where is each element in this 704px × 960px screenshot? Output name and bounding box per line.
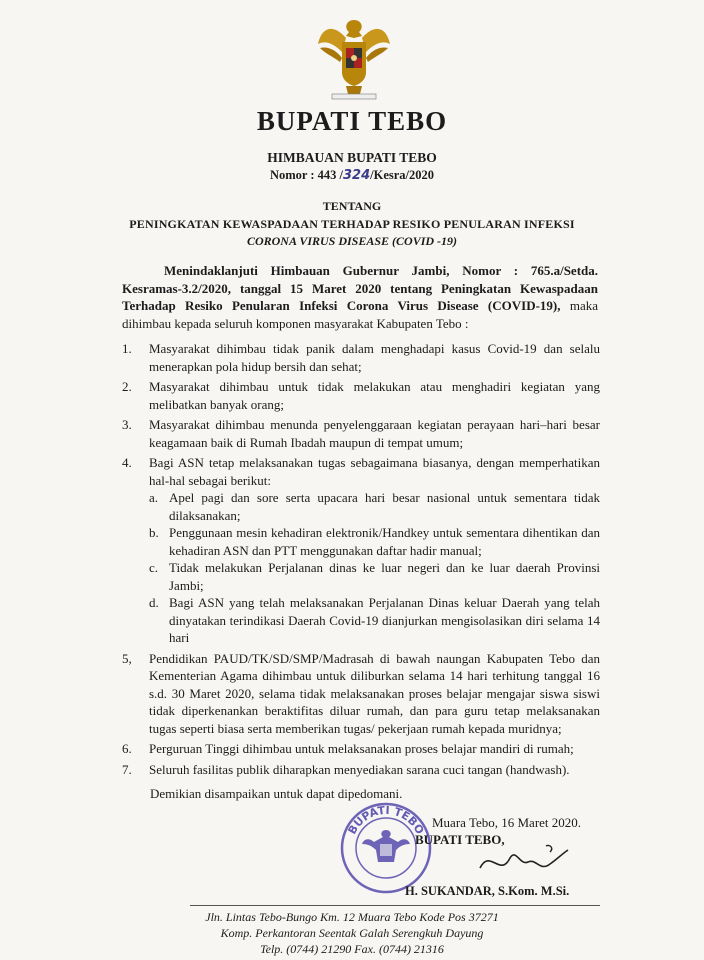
list-item-text: Masyarakat dihimbau menunda penyelenggaraan kegiatan perayaan hari–hari besar keagamaan baik di Rumah Ibadah maupun di tempat umum; xyxy=(149,417,600,450)
signer-office: BUPATI TEBO, xyxy=(415,832,505,847)
intro-bold: Menindaklanjuti Himbauan Gubernur Jambi, Nomor : 765.a/Setda. Kesramas-3.2/2020, tanggal 15 Maret 2020 tentang Peningkatan Kewaspadaan Terhadap Resiko Penularan Infeksi Corona Virus Disease (COVID-19), xyxy=(122,263,598,313)
list-item-number: 7. xyxy=(122,761,132,777)
stamp-text: BUPATI TEBO xyxy=(345,803,427,837)
list-item-text: Masyarakat dihimbau untuk tidak melakukan atau menghadiri kegiatan yang melibatkan banyak orang; xyxy=(149,379,600,412)
list-item-number: 5, xyxy=(122,650,132,666)
sub-item-text: Bagi ASN yang telah melaksanakan Perjalanan Dinas keluar Daerah yang telah dinyatakan terindikasi Daerah Covid-19 dianjurkan mengisolasikan diri selama 14 hari xyxy=(169,595,600,645)
footer-complex: Komp. Perkantoran Seentak Galah Serengkuh Dayung xyxy=(220,926,484,940)
list-item xyxy=(122,416,600,451)
sub-item-letter: a. xyxy=(149,490,159,505)
signer-name: H. SUKANDAR, S.Kom. M.Si. xyxy=(405,884,570,898)
intro-rest: maka dihimbau kepada seluruh komponen masyarakat Kabupaten Tebo : xyxy=(122,298,598,331)
list-item-text: Bagi ASN tetap melaksanakan tugas sebagaimana biasanya, dengan memperhatikan hal-hal sebagai berikut: xyxy=(149,455,600,488)
number-prefix: Nomor : 443 / xyxy=(269,168,343,182)
page-title: BUPATI TEBO xyxy=(256,106,448,136)
footer-divider xyxy=(190,905,600,906)
document-number xyxy=(0,168,704,183)
place-date: Muara Tebo, 16 Maret 2020. xyxy=(432,815,582,830)
list-item xyxy=(122,761,600,779)
official-stamp-icon xyxy=(338,800,434,896)
topic-line-2-text: CORONA VIRUS DISEASE (COVID -19) xyxy=(246,234,458,248)
list-item-text: Pendidikan PAUD/TK/SD/SMP/Madrasah di bawah naungan Kabupaten Tebo dan Kementerian Agama dihimbau untuk diliburkan selama 14 hari terhitung tanggal 16 s.d. 30 Maret 2020, selama tidak melaksanakan proses belajar mengajar siswa siswi tidak diperkenankan beraktifitas diluar rumah, dan para guru tetap melaksanakan tugas seperti biasa serta memberikan tugas/ pekerjaan rumah kepada muridnya; xyxy=(149,650,600,736)
intro-paragraph xyxy=(122,262,598,332)
list-item xyxy=(122,378,600,413)
footer-address: Jln. Lintas Tebo-Bungo Km. 12 Muara Tebo Kode Pos 37271 xyxy=(205,910,499,924)
document-subtitle: HIMBAUAN BUPATI TEBO xyxy=(267,150,437,165)
list-item xyxy=(122,454,600,647)
footer-contact: Telp. (0744) 21290 Fax. (0744) 21316 xyxy=(260,942,444,956)
topic-line-2 xyxy=(0,234,704,249)
topic-line-1: PENINGKATAN KEWASPADAAN TERHADAP RESIKO PENULARAN INFEKSI xyxy=(129,217,575,231)
about-label: TENTANG xyxy=(322,199,382,213)
list-item-number: 3. xyxy=(122,417,132,432)
list-item-number: 4. xyxy=(122,455,132,470)
sub-list-item xyxy=(149,489,600,524)
list-item-number: 2. xyxy=(122,379,132,394)
closing-text: Demikian disampaikan untuk dapat dipedomani. xyxy=(150,786,403,801)
number-suffix: /Kesra/2020 xyxy=(370,168,435,182)
sub-list-item xyxy=(149,524,600,559)
instruction-list xyxy=(122,340,600,781)
sub-item-text: Penggunaan mesin kehadiran elektronik/Handkey untuk sementara dihentikan dan kehadiran ASN dan PTT menggunakan daftar hadir manual; xyxy=(169,525,600,558)
list-item-text: Seluruh fasilitas publik diharapkan menyediakan sarana cuci tangan (handwash). xyxy=(149,761,570,777)
list-item-number: 1. xyxy=(122,341,132,356)
sub-list-item xyxy=(149,594,600,647)
handwritten-signature-icon xyxy=(470,828,580,888)
sub-list-item xyxy=(149,559,600,594)
list-item xyxy=(122,740,600,758)
list-item-number: 6. xyxy=(122,741,132,756)
sub-item-letter: d. xyxy=(149,595,159,610)
handwritten-number: 324 xyxy=(343,168,371,183)
garuda-emblem-icon xyxy=(316,14,392,100)
list-item-text: Masyarakat dihimbau tidak panik dalam menghadapi kasus Covid-19 dan selalu menerapkan pola hidup bersih dan sehat; xyxy=(149,341,600,374)
list-item xyxy=(122,340,600,375)
sub-item-letter: b. xyxy=(149,525,159,540)
sub-item-text: Tidak melakukan Perjalanan dinas ke luar negeri dan ke luar daerah Provinsi Jambi; xyxy=(169,560,600,593)
list-item xyxy=(122,650,600,738)
list-item-text: Perguruan Tinggi dihimbau untuk melaksanakan proses belajar mandiri di rumah; xyxy=(149,741,574,756)
sub-item-letter: c. xyxy=(149,560,159,575)
sub-item-text: Apel pagi dan sore serta upacara hari besar nasional untuk sementara tidak dilaksanakan; xyxy=(169,490,600,523)
